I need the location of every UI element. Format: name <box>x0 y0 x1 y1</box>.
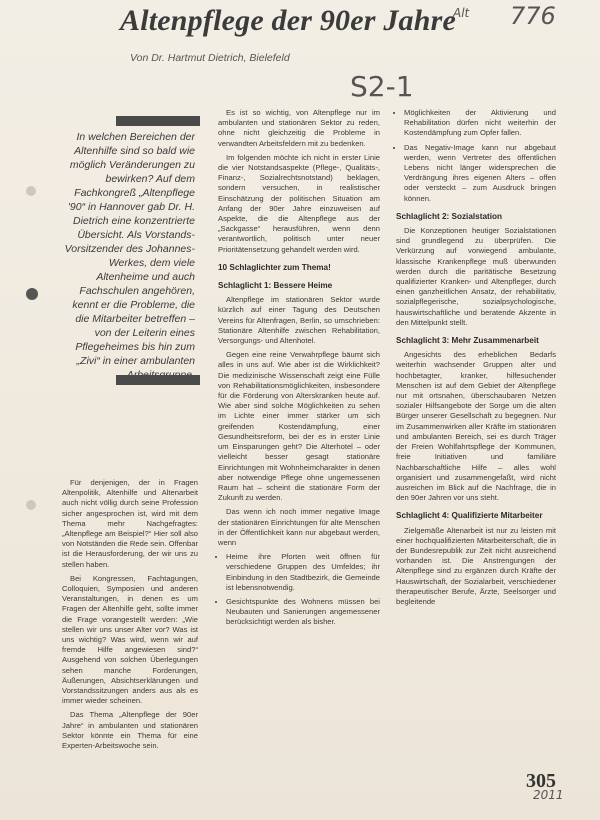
paragraph: Das wenn ich noch immer negative Image der stationären Einrichtungen für alte Menschen in der Öffentlichkeit kann nur abgebaut werden, wenn <box>218 507 380 547</box>
paragraph: Für denjenigen, der in Fragen Altenpolitik, Altenhilfe und Altenarbeit auch nicht völlig durch seine Profession sicher angesprochen ist, wird mit dem Thema mehr Nachgefragtes: „Altenpflege am Beispiel?“ Hier soll also von Notständen die Rede sein. Offenbar ist die Herausforderung, der wir uns zu stellen haben. <box>62 478 198 569</box>
margin-mark <box>26 288 38 300</box>
paragraph: Im folgenden möchte ich nicht in erster Linie die vier Notstandsaspekte (Pflege-, Qualitäts-, Finanz-, Sozialrechtsnotstand) beklagen, sondern versuchen, in realistischer Einschätzung der politischen Situation am Anfang der 90er Jahre einzuweisen auf Aspekte, die die Altenpflege aus der „Sackgasse“ herausführen, wenn denn verantwortlich, politisch unter neuer Prioritätensetzung gehandelt werden wird. <box>218 152 380 254</box>
list-item: • Gesichtspunkte des Wohnens müssen bei Neubauten und Sanierungen angemessener berücksichtigt werden als bisher. <box>226 597 380 628</box>
handwritten-year: 2011 <box>533 788 564 802</box>
paragraph: Es ist so wichtig, von Altenpflege nur im ambulanten und stationären Sektor zu reden, ohne nicht gleichzeitig die Probleme in verwandten Arbeitsfeldern mit zu bedenken. <box>218 108 380 148</box>
paragraph: Die Konzeptionen heutiger Sozialstationen sind grundlegend zu überprüfen. Die Verkürzung auf vorwiegend ambulante, klassische Krankenpflege muß überwunden werden durch die paritätische Besetzung qualifizierter Kranken- und Altenpfleger, durch einen ganzheitlichen Ansatz, der rehabilitativ, sozialpflegerische, sozialpsychologische, hauswirtschaftliche und beratende Akzente in den Mittelpunkt stellt. <box>396 226 556 327</box>
intro-top-bar <box>116 116 200 126</box>
article-title: Altenpflege der 90er Jahre <box>120 4 456 37</box>
intro-bottom-bar <box>116 375 200 385</box>
bullet-list <box>218 552 380 627</box>
paragraph: Angesichts des erheblichen Bedarfs weiterhin wachsender Gruppen alter und hochbetagter, kranker, hilfesuchender Menschen ist auf dem Gebiet der Altenpflege nur mit ortsnahen, überschaubaren Netzen sozialer Hilfsangebote der Sorge um die alten Bürger unserer Gesellschaft zu begegnen. Nur im Zusammenwirken aller Kräfte im stationären und ambulanten Bereich, sei es durch Träger der Freien Wohlfahrtspflege der Kommunen, freie Initiativen und familiäre Nachbarschaftliche Hilfe – alles wohl organisiert und zusammengefaßt, wird nicht ausreichen im Blick auf die Nachfrage, die in den 90er Jahren vor uns steht. <box>396 350 556 503</box>
paragraph: Bei Kongressen, Fachtagungen, Colloquien, Symposien und anderen Veranstaltungen, in denen es um Fragen der Altenhilfe geht, sollte immer die Frage vorangestellt werden: „Wie stellen wir uns unser Alter vor? Was ist uns wichtig? Was wird, wenn wir auf fremde Hilfe angewiesen sind?“ Ausgehend von solchen Überlegungen sehen manche Forderungen, Äußerungen, Absichtserklärungen und Vorstandssitzungen anders aus als es immer wieder scheinen. <box>62 573 198 706</box>
list-item: • Möglichkeiten der Aktivierung und Rehabilitation dürfen nicht weiterhin der Kostendämpfung zum Opfer fallen. <box>404 108 556 139</box>
paragraph: Altenpflege im stationären Sektor wurde kürzlich auf einer Tagung des Deutschen Vereins für Altenfragen, Berlin, so umschrieben: Stationäre Altenhilfe zwischen Rehabilitation, Versorgungs- und Altenhotel. <box>218 295 380 346</box>
paragraph: Gegen eine reine Verwahrpflege bäumt sich alles in uns auf. Wie aber ist die Wirklichkeit? Die medizinische Wissenschaft zeigt eine Fülle von Rehabilitationsmöglichkeiten, insbesondere für die Förderung von Alterskranken heute auf. Wie aber sind solche Möglichkeiten zu sehen im Lichte einer immer stärker um sich greifenden Kostendämpfung, einer Gesundheitsreform, bei der es in erster Linie um Einsparungen geht? Die Alterhotel – oder vielleicht besser gesagt stationäre Einrichtungen mit Wohnheimcharakter in denen aber notwendige Pflege ohne ungemessenen Raum hat – scheint die stationäre Form der Zukunft zu werden. <box>218 350 380 503</box>
section-heading: 10 Schlaglichter zum Thema! <box>218 262 331 272</box>
section-heading: Schlaglicht 3: Mehr Zusammenarbeit <box>396 336 539 346</box>
intro-teaser: In welchen Bereichen der Altenhilfe sind so bald wie möglich Veränderungen zu bewirken? Auf dem Fachkongreß „Altenpflege '90“ in Hannover gab Dr. H. Dietrich eine konzentrierte Übersicht. Als Vorstands-Vorsitzender des Johannes-Werkes, dem viele Altenheime und auch Fachschulen angehören, kennt er die Probleme, die die Mitarbeiter betreffen – von der Leiterin eines Pflegeheimes bis hin zum „Zivi“ in einer ambulanten <box>64 131 195 367</box>
bullet-list <box>396 108 556 204</box>
column-3 <box>396 108 556 611</box>
handwritten-number: 776 <box>510 2 556 30</box>
column-2 <box>218 108 380 632</box>
article-byline: Von Dr. Hartmut Dietrich, Bielefeld <box>130 52 290 64</box>
section-heading: Schlaglicht 1: Bessere Heime <box>218 281 333 291</box>
section-heading: Schlaglicht 2: Sozialstation <box>396 211 503 221</box>
paragraph: Zielgemäße Altenarbeit ist nur zu leisten mit einer hochqualifizierten Mitarbeiterschaft, die in der Bundesrepublik zur Zeit nicht ausreichend vorhanden ist. Die Anstrengungen der Altenpflege sind zu ergänzen durch Kräfte der Hauswirtschaft, der Sozialarbeit, verschiedener therapeutischer Berufe, Ärzte, Seelsorger und begleitende <box>396 525 556 606</box>
paragraph: Das Thema „Altenpflege der 90er Jahre“ in ambulanten und stationären Sektor könnte ein Thema für eine Experten-Arbeitswoche sein. <box>62 710 198 751</box>
punch-hole <box>26 500 36 510</box>
page-number: 305 <box>526 770 556 792</box>
column-1 <box>62 478 198 755</box>
section-heading: Schlaglicht 4: Qualifizierte Mitarbeiter <box>396 511 543 521</box>
punch-hole <box>26 186 36 196</box>
handwritten-tag: Alt <box>453 6 470 20</box>
handwritten-code: S2-1 <box>350 70 414 103</box>
list-item: • Das Negativ-Image kann nur abgebaut werden, wenn Vertreter des öffentlichen Lebens nicht länger widersprechen die Verdrängung ihres eigenen Alters – offen oder versteckt – zum Ausdruck bringen können. <box>404 143 556 204</box>
list-item: • Heime ihre Pforten weit öffnen für verschiedene Gruppen des Umfeldes; ihr Einbindung in den Stadtbezirk, die Gemeinde ist lebensnotwendig. <box>226 552 380 593</box>
